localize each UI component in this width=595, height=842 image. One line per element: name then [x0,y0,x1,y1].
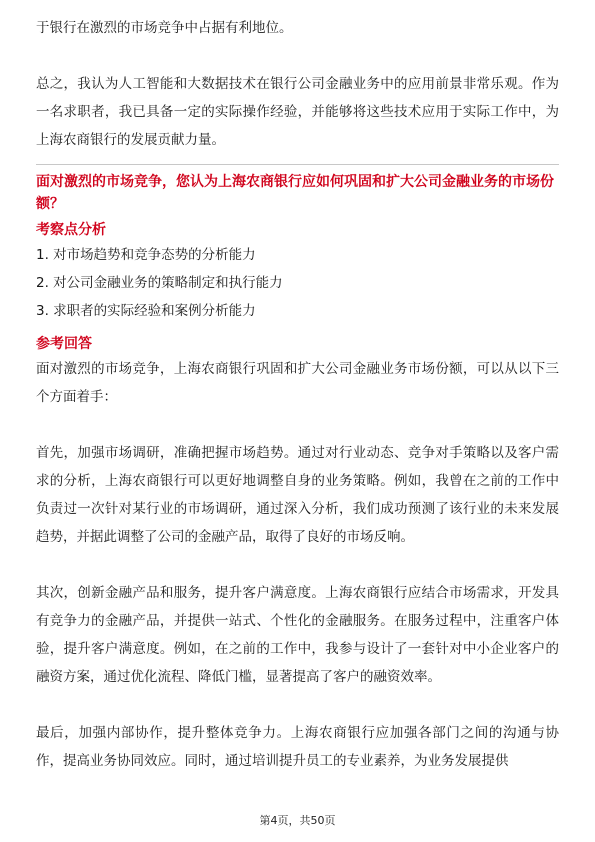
answer-paragraph-last: 最后，加强内部协作，提升整体竞争力。上海农商银行应加强各部门之间的沟通与协作，提高业务协同效应。同时，通过培训提升员工的专业素养，为业务发展提供 [36,725,559,769]
answer-paragraph-first: 首先，加强市场调研，准确把握市场趋势。通过对行业动态、竞争对手策略以及客户需求的分析，上海农商银行可以更好地调整自身的业务策略。例如，我曾在之前的工作中负责过一次针对某行业的市场调研，通过深入分析，我们成功预测了该行业的未来发展趋势，并据此调整了公司的金融产品，取得了良好的市场反响。 [36,445,559,545]
analysis-heading: 考察点分析 [36,222,106,238]
page-content [36,14,559,775]
analysis-item: 2. 对公司金融业务的策略制定和执行能力 [36,275,283,291]
conclusion-paragraph: 总之，我认为人工智能和大数据技术在银行公司金融业务中的应用前景非常乐观。作为一名求职者，我已具备一定的实际操作经验，并能够将这些技术应用于实际工作中，为上海农商银行的发展贡献力量。 [36,76,559,148]
answer-paragraph-second: 其次，创新金融产品和服务，提升客户满意度。上海农商银行应结合市场需求，开发具有竞争力的金融产品，并提供一站式、个性化的金融服务。在服务过程中，注重客户体验，提升客户满意度。例如，在之前的工作中，我参与设计了一套针对中小企业客户的融资方案，通过优化流程、降低门槛，显著提高了客户的融资效率。 [36,585,559,685]
answer-heading: 参考回答 [36,336,92,352]
analysis-list [36,241,559,325]
section-divider [36,164,559,165]
analysis-item: 3. 求职者的实际经验和案例分析能力 [36,303,256,319]
analysis-item: 1. 对市场趋势和竞争态势的分析能力 [36,247,256,263]
answer-intro-paragraph: 面对激烈的市场竞争，上海农商银行巩固和扩大公司金融业务市场份额，可以从以下三个方面着手： [36,361,559,405]
intro-tail-paragraph: 于银行在激烈的市场竞争中占据有利地位。 [36,20,293,36]
page-number-footer: 第4页，共50页 [259,814,336,827]
interview-question: 面对激烈的市场竞争，您认为上海农商银行应如何巩固和扩大公司金融业务的市场份额？ [36,174,554,212]
